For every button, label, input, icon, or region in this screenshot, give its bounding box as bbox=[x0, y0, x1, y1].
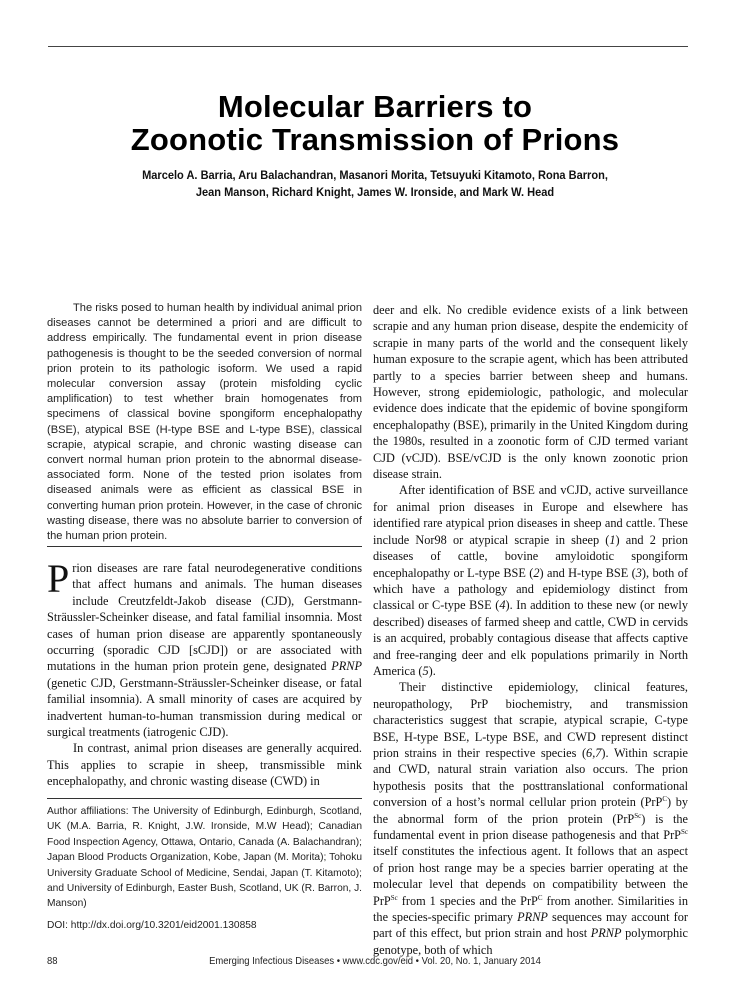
journal-footer: Emerging Infectious Diseases • www.cdc.gov/eid • Vol. 20, No. 1, January 2014 bbox=[209, 955, 541, 967]
body-paragraph: Their distinctive epidemiology, clinical features, neuropathology, PrP biochemistry, and transmission characteristics suggest that scrapie, atypical scrapie, C-type BSE, H-type BSE, L-type BSE, and CWD represent distinct prion strains in their respective species (6,7). Within scrapie and CWD, natural strain variation also occurs. The prion hypothesis posits that the posttranslational conformational conversion of a host’s normal cellular prion protein (PrP$^C$) by the abnormal form of the prion protein (PrP$^{Sc}$) is the fundamental event in prion disease pathogenesis and that PrP$^{Sc}$ itself constitutes the infectious agent. It follows that an aspect of prion host range may be a species barrier operating at the molecular level that depends on compatibility between the PrP$^{Sc}$ from 1 species and the PrP$^C$ from another. Similarities in the species-specific primary PRNP sequences may account for part of this effect, but prion strain and host PRNP polymorphic genotype, both of which bbox=[373, 680, 689, 957]
abstract bbox=[47, 301, 362, 547]
reference-link[interactable]: 2 bbox=[533, 565, 540, 580]
superscript: Sc bbox=[634, 811, 642, 820]
header-rule bbox=[48, 46, 688, 47]
body-column-right bbox=[373, 302, 688, 958]
drop-cap: P bbox=[47, 556, 70, 601]
footnote-rule bbox=[47, 798, 362, 799]
reference-link[interactable]: 1 bbox=[609, 532, 616, 547]
superscript: Sc bbox=[681, 827, 688, 836]
superscript: C bbox=[662, 795, 668, 804]
reference-link[interactable]: 3 bbox=[635, 565, 642, 580]
article-title bbox=[0, 90, 750, 156]
authors-line-2: Jean Manson, Richard Knight, James W. Ironside, and Mark W. Head bbox=[195, 185, 555, 199]
author-list bbox=[85, 167, 665, 201]
reference-link[interactable]: 6,7 bbox=[586, 745, 602, 760]
page-number: 88 bbox=[47, 955, 58, 967]
reference-link[interactable]: 4 bbox=[499, 598, 506, 613]
authors-line-1: Marcelo A. Barria, Aru Balachandran, Masanori Morita, Tetsuyuki Kitamoto, Rona Barron, bbox=[142, 168, 608, 182]
gene-name: PRNP bbox=[590, 926, 622, 941]
superscript: Sc bbox=[390, 893, 398, 902]
superscript: C bbox=[537, 893, 543, 902]
body-column-left bbox=[47, 556, 362, 790]
gene-name: PRNP bbox=[517, 910, 548, 925]
title-line-2: Zoonotic Transmission of Prions bbox=[130, 122, 620, 157]
body-paragraph: After identification of BSE and vCJD, active surveillance for animal prion diseases in Europe and elsewhere has identified rare atypical prion diseases in sheep and cattle. These include Nor98 or atypical scrapie in sheep (1) and 2 prion diseases of cattle, bovine amyloidotic spongiform encephalopathy or L-type BSE (2) and H-type BSE (3), both of which have a pathology and epidemiology distinct from classical or C-type BSE (4). In addition to these new (or newly described) diseases of farmed sheep and cattle, CWD in cervids is an acquired, probably contagious disease that affects captive and free-ranging deer and elk populations primarily in North America (5). bbox=[373, 483, 688, 678]
gene-name: PRNP bbox=[331, 659, 362, 674]
body-paragraph: In contrast, animal prion diseases are generally acquired. This applies to scrapie in sheep, transmissible mink encephalopathy, and chronic wasting disease (CWD) in bbox=[47, 741, 362, 789]
body-paragraph: Prion diseases are rare fatal neurodegenerative conditions that affect humans and animals. The human diseases include Creutzfeldt-Jakob disease (CJD), Gerstmann-Sträussler-Scheinker disease, and fatal familial insomnia. Most cases of human prion disease are apparently spontaneously occurring (sporadic CJD [sCJD]) or are associated with mutations in the human prion protein gene, designated PRNP (genetic CJD, Gerstmann-Sträussler-Scheinker disease, or fatal familial insomnia). A small minority of cases are acquired by inadvertent human-to-human transmission during medical or surgical treatments (iatrogenic CJD). bbox=[47, 556, 362, 740]
reference-link[interactable]: 5 bbox=[422, 663, 429, 678]
doi-link[interactable]: DOI: http://dx.doi.org/10.3201/eid2001.130858 bbox=[47, 920, 257, 931]
title-line-1: Molecular Barriers to bbox=[217, 89, 533, 124]
body-paragraph: deer and elk. No credible evidence exists of a link between scrapie and any human prion disease, despite the endemicity of scrapie in many parts of the world and the consequent likely human exposure to the scrapie agent, which has been attributed partly to a species barrier between sheep and humans. However, strong epidemiologic, pathologic, and molecular evidence does indicate that the epidemic of bovine spongiform encephalopathy (BSE), primarily in the United Kingdom during the 1980s, resulted in a zoonotic form of CJD termed variant CJD (vCJD). BSE/vCJD is the only known zoonotic prion disease strain. bbox=[373, 303, 688, 482]
author-affiliations: Author affiliations: The University of Edinburgh, Edinburgh, Scotland, UK (M.A. Barria, R. Knight, J.W. Ironside, M.W Head); Canadian Food Inspection Agency, Ottawa, Ontario, Canada (A. Balachandran); Japan Blood Products Organization, Kobe, Japan (M. Morita); Tohoku University Graduate School of Medicine, Sendai, Japan (T. Kitamoto); and University of Edinburgh, Easter Bush, Scotland, UK (R. Barron, J. Manson) bbox=[47, 806, 362, 910]
abstract-text: The risks posed to human health by individual animal prion diseases cannot be determined a priori and are difficult to address empirically. The fundamental event in prion disease pathogenesis is thought to be the seeded conversion of normal prion protein to its pathologic isoform. We used a rapid molecular conversion assay (protein misfolding cyclic amplification) to test whether brain homogenates from specimens of classical bovine spongiform encephalopathy (BSE), atypical BSE (H-type BSE and L-type BSE), classical scrapie, atypical scrapie, and chronic wasting disease can convert normal human prion protein to the abnormal disease-associated form. None of the tested prion isolates from diseased animals were as efficient as classical BSE in converting human prion protein. However, in the case of chronic wasting disease, there was no absolute barrier to conversion of the human prion protein. bbox=[47, 302, 362, 543]
